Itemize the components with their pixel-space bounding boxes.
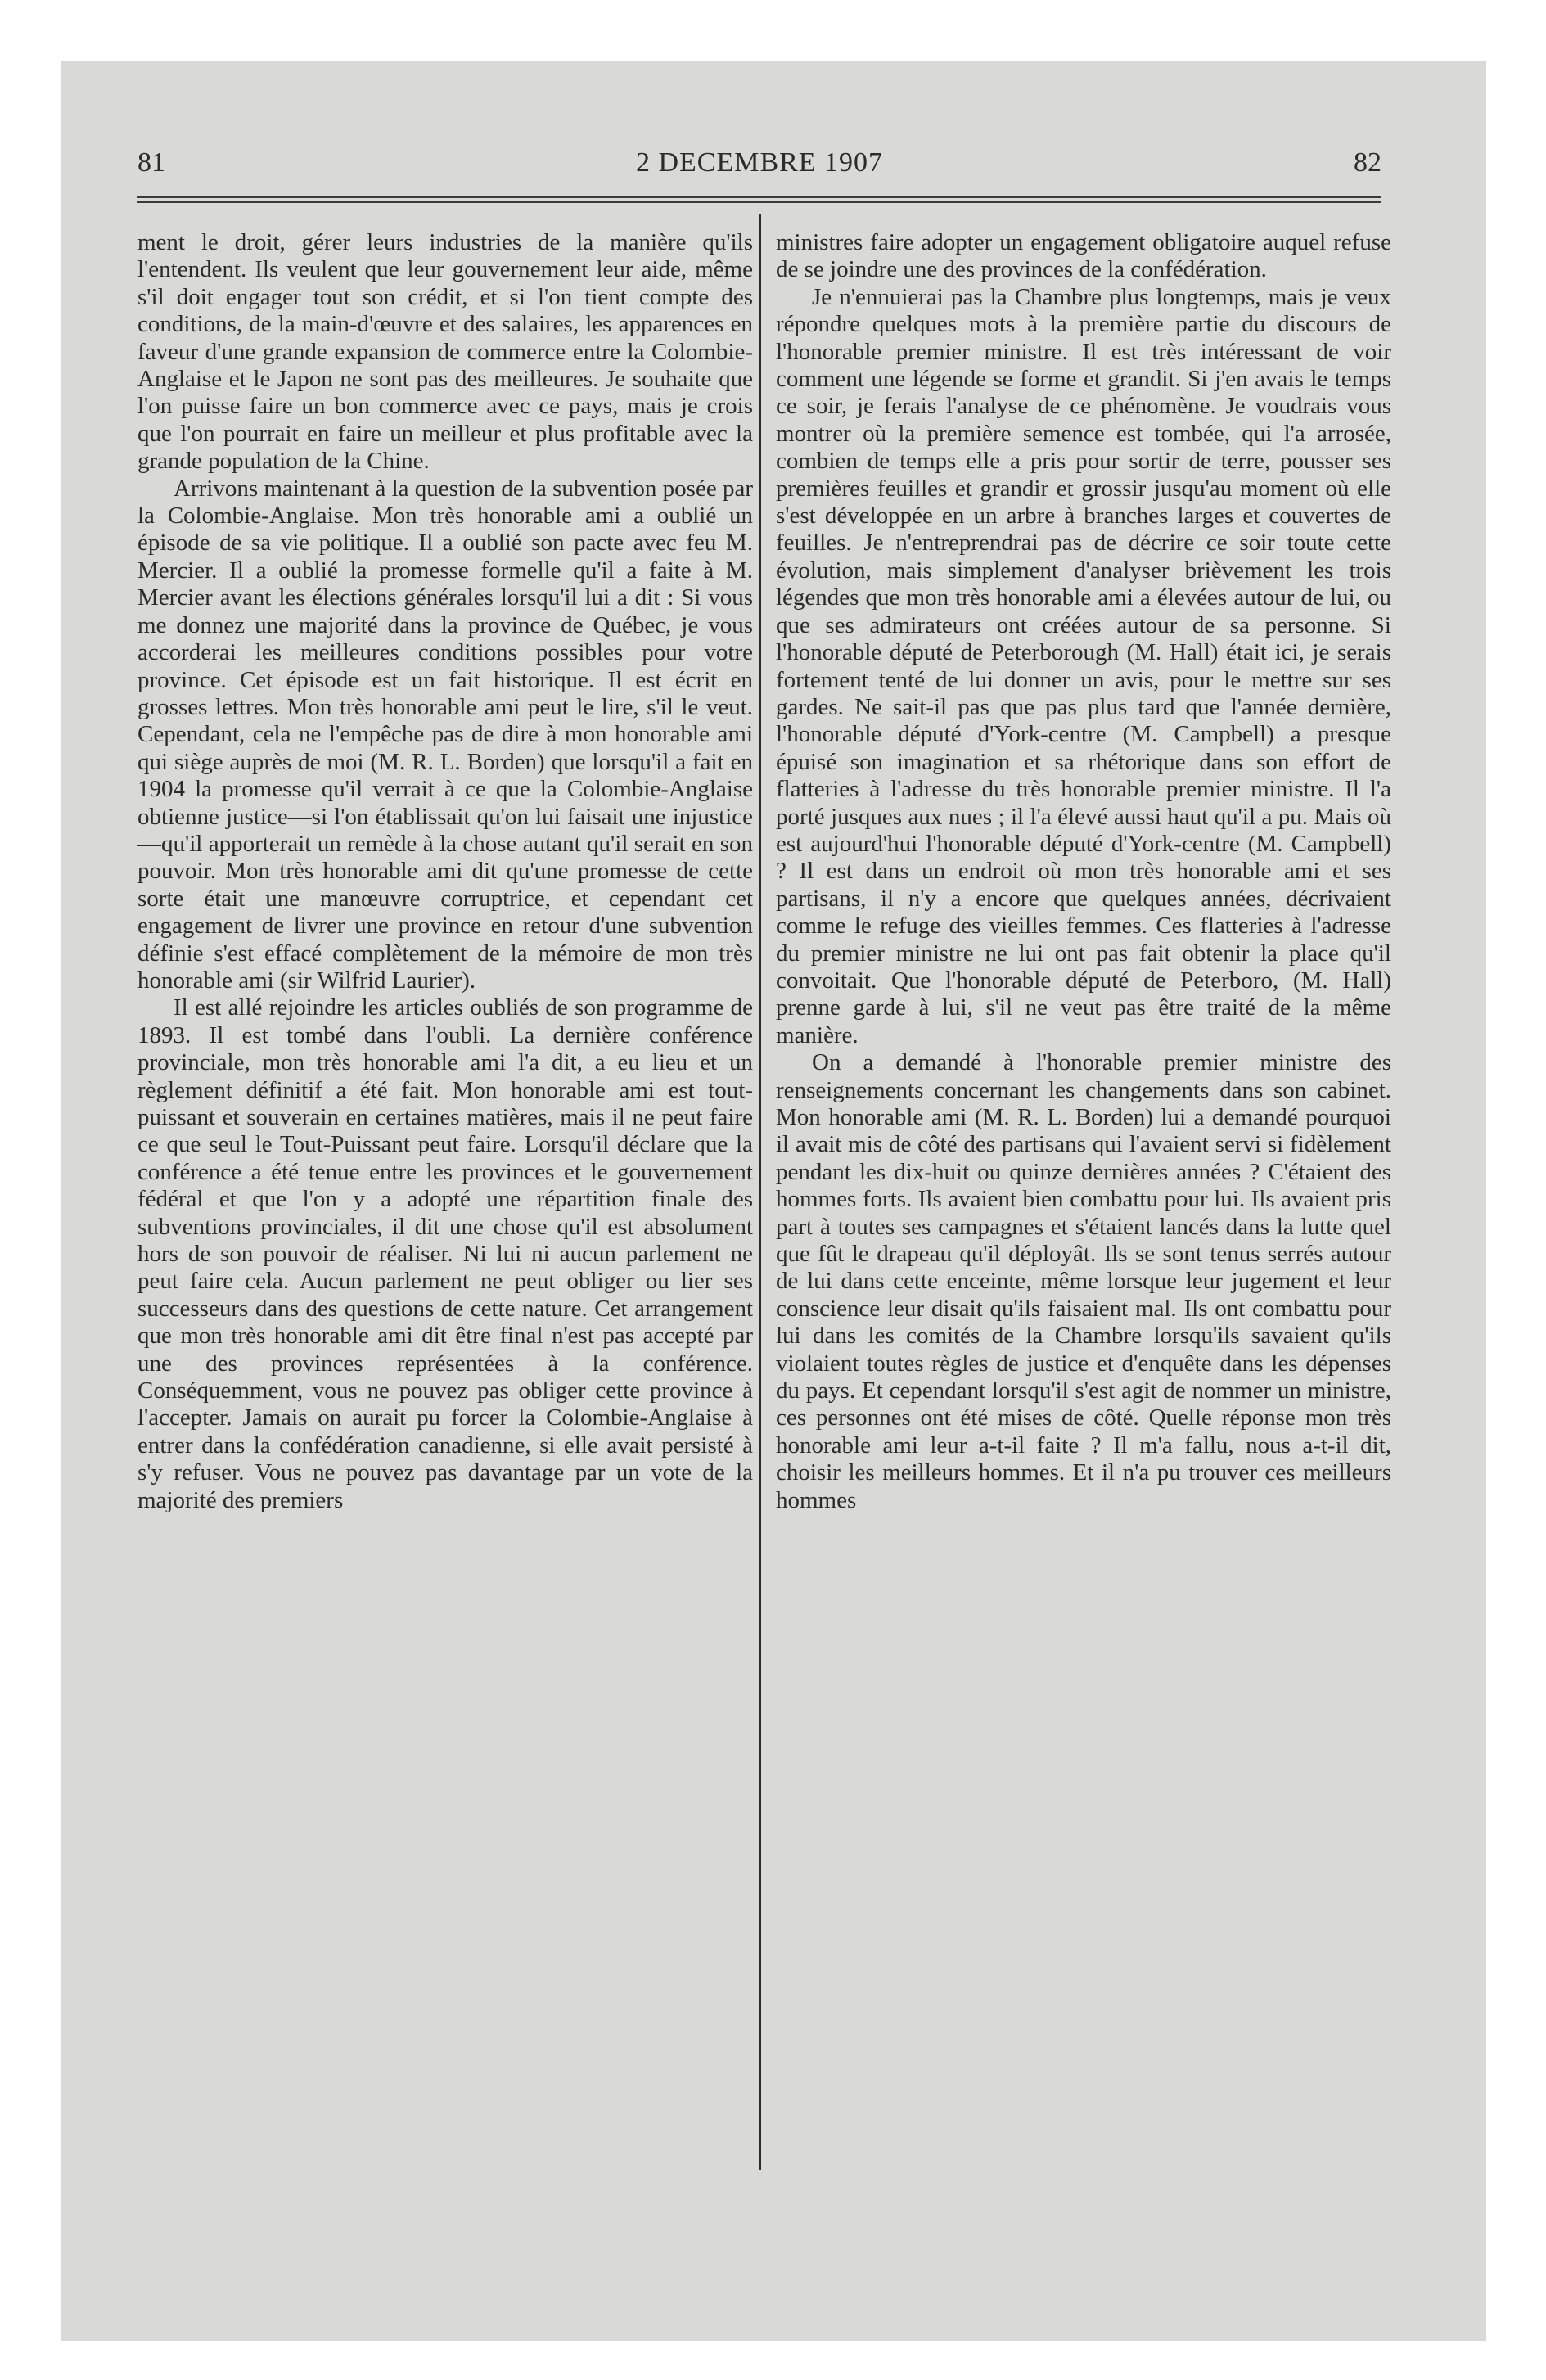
left-paragraph-1: ment le droit, gérer leurs industries de la manière qu'ils l'entendent. Ils veulent que leur gouvernement leur aide, même s'il doit engager tout son crédit, et si l'on tient compte des conditions, de la main-d'œuvre et des salaires, les apparences en faveur d'une grande expansion de commerce entre la Colombie-Anglaise et le Japon ne sont pas des meilleures. Je souhaite que l'on puisse faire un bon commerce avec ce pays, mais je crois que l'on pourrait en faire un meilleur et plus profitable avec la grande population de la Chine. [137,229,753,475]
left-column [137,229,753,1514]
right-paragraph-3: On a demandé à l'honorable premier ministre des renseignements concernant les changements dans son cabinet. Mon honorable ami (M. R. L. Borden) lui a demandé pourquoi il avait mis de côté des partisans qui l'avaient servi si fidèlement pendant les dix-huit ou quinze dernières années ? C'étaient des hommes forts. Ils avaient bien combattu pour lui. Ils avaient pris part à toutes ses campagnes et s'étaient lancés dans la lutte quel que fût le drapeau qu'il déployât. Ils se sont tenus serrés autour de lui dans cette enceinte, même lorsque leur jugement et leur conscience leur disait qu'ils faisaient mal. Ils ont combattu pour lui dans les comités de la Chambre lorsqu'ils savaient qu'ils violaient toutes règles de justice et d'enquête dans les dépenses du pays. Et cependant lorsqu'il s'est agit de nommer un ministre, ces personnes ont été mises de côté. Quelle réponse mon très honorable ami leur a-t-il faite ? Il m'a fallu, nous a-t-il dit, choisir les meilleurs hommes. Et il n'a pu trouver ces meilleurs hommes [776,1049,1391,1513]
left-paragraph-2: Arrivons maintenant à la question de la subvention posée par la Colombie-Anglaise. Mon très honorable ami a oublié un épisode de sa vie politique. Il a oublié son pacte avec feu M. Mercier. Il a oublié la promesse formelle qu'il a faite à M. Mercier avant les élections générales lorsqu'il lui a dit : Si vous me donnez une majorité dans la province de Québec, je vous accorderai les meilleures conditions possibles pour votre province. Cet épisode est un fait historique. Il est écrit en grosses lettres. Mon très honorable ami peut le lire, s'il le veut. Cependant, cela ne l'empêche pas de dire à mon honorable ami qui siège auprès de moi (M. R. L. Borden) que lorsqu'il a fait en 1904 la promesse qu'il verrait à ce que la Colombie-Anglaise obtienne justice—si l'on établissait qu'on lui faisait une injustice—qu'il apporterait un remède à la chose autant qu'il serait en son pouvoir. Mon très honorable ami dit qu'une promesse de cette sorte était une manœuvre corruptrice, et cependant cet engagement de livrer une province en retour d'une subvention définie s'est effacé complètement de la mémoire de mon très honorable ami (sir Wilfrid Laurier). [137,475,753,994]
right-column [776,229,1391,1514]
page-number-right: 82 [1354,147,1381,178]
page-header [137,147,1381,183]
left-paragraph-3: Il est allé rejoindre les articles oubliés de son programme de 1893. Il est tombé dans l'oubli. La dernière conférence provinciale, mon très honorable ami l'a dit, a eu lieu et un règlement définitif a été fait. Mon honorable ami est tout-puissant et souverain en certaines matières, mais il ne peut faire ce que seul le Tout-Puissant peut faire. Lorsqu'il déclare que la conférence a été tenue entre les provinces et le gouvernement fédéral et que l'on y a adopté une répartition finale des subventions provinciales, il dit une chose qu'il est absolument hors de son pouvoir de réaliser. Ni lui ni aucun parlement ne peut faire cela. Aucun parlement ne peut obliger ou lier ses successeurs dans des questions de cette nature. Cet arrangement que mon très honorable ami dit être final n'est pas accepté par une des provinces représentées à la conférence. Conséquemment, vous ne pouvez pas obliger cette province à l'accepter. Jamais on aurait pu forcer la Colombie-Anglaise à entrer dans la confédération canadienne, si elle avait persisté à s'y refuser. Vous ne pouvez pas davantage par un vote de la majorité des premiers [137,994,753,1513]
header-rule-top [137,196,1381,198]
header-rule-bottom [137,201,1381,203]
right-paragraph-2: Je n'ennuierai pas la Chambre plus longtemps, mais je veux répondre quelques mots à la première partie du discours de l'honorable premier ministre. Il est très intéressant de voir comment une légende se forme et grandit. Si j'en avais le temps ce soir, je ferais l'analyse de ce phénomène. Je voudrais vous montrer où la première semence est tombée, qui l'a arrosée, combien de temps elle a pris pour sortir de terre, pousser ses premières feuilles et grandir et grossir jusqu'au moment où elle s'est développée en un arbre à branches larges et couvertes de feuilles. Je n'entreprendrai pas de décrire ce soir toute cette évolution, mais simplement d'analyser brièvement les trois légendes que mon très honorable ami a élevées autour de lui, ou que ses admirateurs ont créées autour de sa personne. Si l'honorable député de Peterborough (M. Hall) était ici, je serais fortement tenté de lui donner un avis, pour le mettre sur ses gardes. Ne sait-il pas que pas plus tard que l'année dernière, l'honorable député d'York-centre (M. Campbell) a presque épuisé son imagination et sa rhétorique dans son effort de flatteries à l'adresse du très honorable premier ministre. Il l'a porté jusques aux nues ; il l'a élevé aussi haut qu'il a pu. Mais où est aujourd'hui l'honorable député d'York-centre (M. Campbell) ? Il est dans un endroit où mon très honorable ami et ses partisans, il n'y a encore que quelques années, décrivaient comme le refuge des vieilles femmes. Ces flatteries à l'adresse du premier ministre ne lui ont pas fait obtenir la place qu'il convoitait. Que l'honorable député de Peterboro, (M. Hall) prenne garde à lui, s'il ne veut pas être traité de la même manière. [776,283,1391,1048]
column-divider [759,214,761,2170]
page-number-left: 81 [137,147,165,178]
right-paragraph-1: ministres faire adopter un engagement obligatoire auquel refuse de se joindre une des provinces de la confédération. [776,229,1391,283]
page-date: 2 DECEMBRE 1907 [635,147,884,178]
